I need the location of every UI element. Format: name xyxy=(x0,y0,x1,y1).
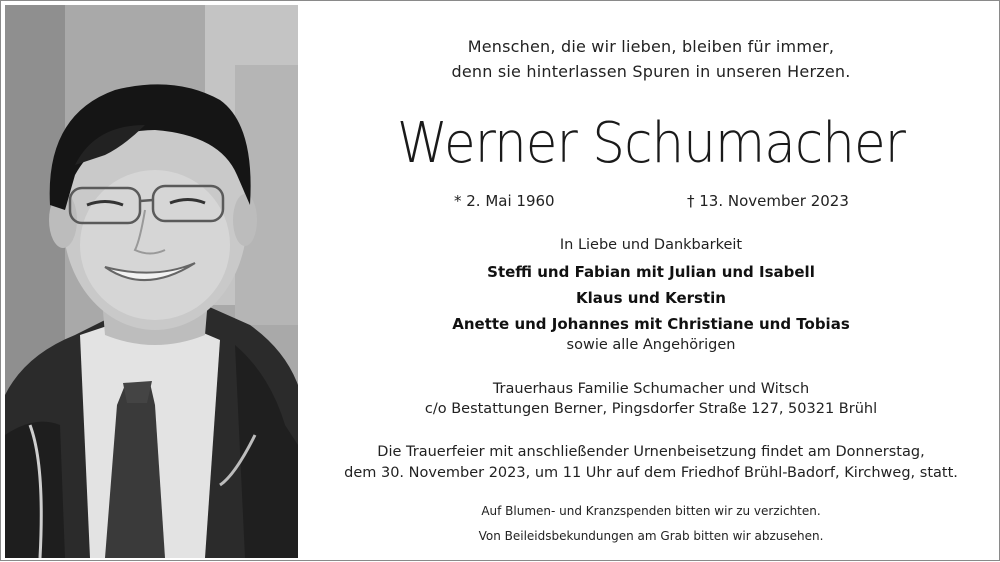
death-date: † 13. November 2023 xyxy=(687,192,849,210)
deceased-name: Werner Schumacher xyxy=(396,111,906,176)
address-line-1: Trauerhaus Familie Schumacher und Witsch xyxy=(492,381,810,397)
portrait-illustration xyxy=(5,5,298,558)
portrait-photo xyxy=(5,5,298,558)
condolences-note: Von Beileidsbekundungen am Grab bitten wir abzusehen. xyxy=(478,529,824,543)
other-relatives: sowie alle Angehörigen xyxy=(566,337,736,353)
ceremony-line-1: Die Trauerfeier mit anschließender Urnenbeisetzung findet am Donnerstag, xyxy=(377,444,925,460)
obituary-text xyxy=(301,1,1000,562)
motto-line-2: denn sie hinterlassen Spuren in unseren Herzen. xyxy=(451,62,851,81)
flowers-note: Auf Blumen- und Kranzspenden bitten wir zu verzichten. xyxy=(481,504,821,518)
family-line-3: Anette und Johannes mit Christiane und Tobias xyxy=(452,315,850,333)
family-line-2: Klaus und Kerstin xyxy=(576,289,726,307)
ceremony-line-2: dem 30. November 2023, um 11 Uhr auf dem Friedhof Brühl-Badorf, Kirchweg, statt. xyxy=(344,465,958,481)
address-line-2: c/o Bestattungen Berner, Pingsdorfer Straße 127, 50321 Brühl xyxy=(424,401,878,417)
mourners-intro: In Liebe und Dankbarkeit xyxy=(559,237,743,253)
motto-line-1: Menschen, die wir lieben, bleiben für immer, xyxy=(467,37,835,56)
family-line-1: Steffi und Fabian mit Julian und Isabell xyxy=(487,263,815,281)
birth-date: * 2. Mai 1960 xyxy=(454,192,555,210)
